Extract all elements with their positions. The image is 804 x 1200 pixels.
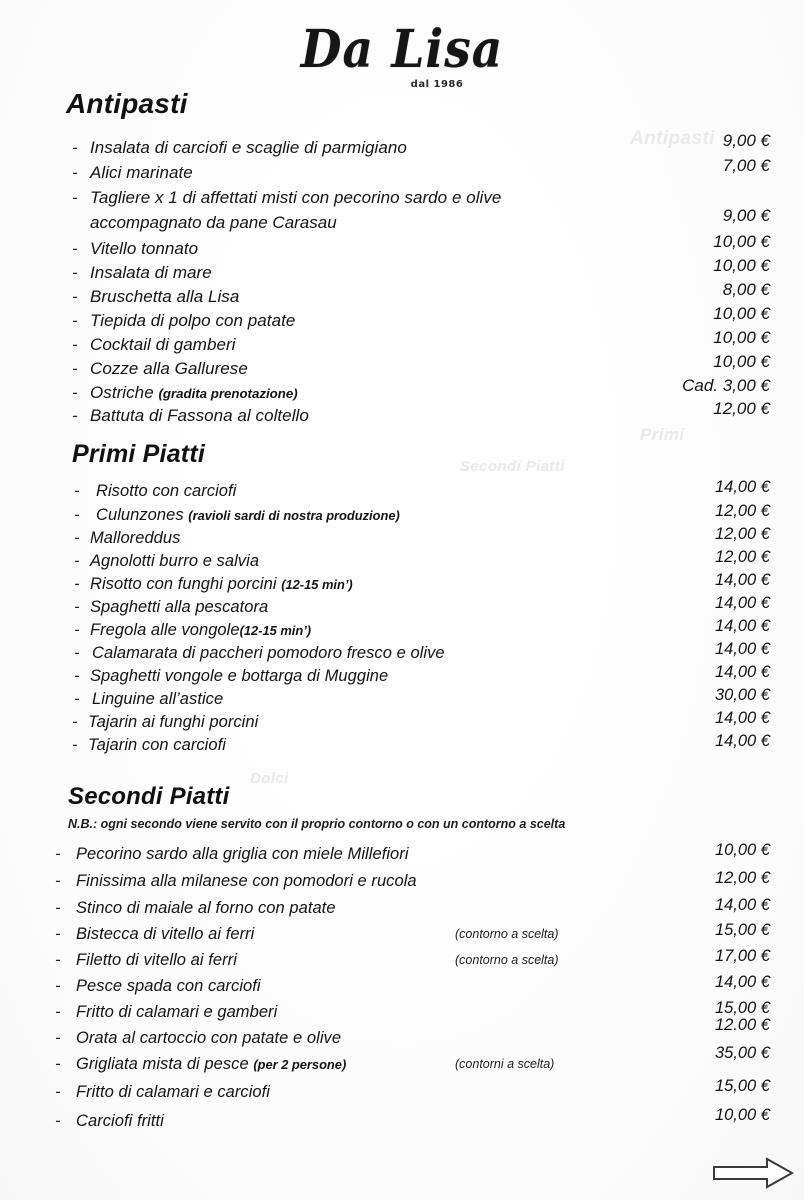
- item-price: 15,00 €: [714, 1077, 770, 1095]
- item-bullet: -: [55, 899, 61, 917]
- item-bullet: -: [72, 311, 78, 330]
- item-price: 12,00 €: [714, 548, 770, 566]
- item-name-main: Culunzones: [96, 506, 189, 524]
- item-bullet: -: [72, 163, 78, 182]
- item-name: Tajarin con carciofi: [88, 736, 226, 754]
- item-contorno-note: (contorno a scelta): [455, 927, 559, 941]
- item-name: [96, 506, 400, 525]
- item-name: Insalata di carciofi e scaglie di parmigiano: [90, 138, 407, 157]
- item-bullet: -: [72, 383, 78, 402]
- item-bullet: -: [55, 1112, 61, 1130]
- item-name: Pecorino sardo alla griglia con miele Millefiori: [76, 845, 409, 863]
- item-name: Cozze alla Gallurese: [90, 359, 248, 378]
- item-price: 10,00 €: [714, 1106, 770, 1124]
- item-price: 12,00 €: [714, 869, 770, 887]
- item-price: 10,00 €: [713, 328, 770, 347]
- item-price: 15,00 €: [714, 921, 770, 939]
- item-price: 10,00 €: [713, 304, 770, 323]
- item-price: Cad. 3,00 €: [682, 376, 770, 395]
- item-price: 12,00 €: [713, 399, 770, 418]
- item-bullet: -: [74, 575, 80, 593]
- item-name: [90, 383, 298, 403]
- item-bullet: -: [74, 690, 80, 708]
- item-name: Spaghetti vongole e bottarga di Muggine: [90, 667, 389, 685]
- item-bullet: -: [72, 239, 78, 258]
- item-name: Orata al cartoccio con patate e olive: [76, 1029, 342, 1047]
- item-price: 14,00 €: [714, 973, 770, 991]
- item-name-main: Risotto con funghi porcini: [90, 575, 282, 593]
- item-price: 14,00 €: [714, 571, 770, 589]
- item-bullet: -: [74, 621, 80, 639]
- item-name-main: Grigliata mista di pesce: [76, 1055, 254, 1073]
- section-title-primi-piatti: Primi Piatti: [72, 440, 205, 468]
- item-name: Tiepida di polpo con patate: [90, 311, 296, 330]
- item-price: 14,00 €: [714, 896, 770, 914]
- item-contorno-note: (contorni a scelta): [455, 1057, 555, 1071]
- item-name: Bistecca di vitello ai ferri: [76, 925, 255, 943]
- item-name: Stinco di maiale al forno con patate: [76, 899, 336, 917]
- section-title-antipasti: Antipasti: [66, 88, 188, 119]
- logo-wordmark: Da Lisa: [300, 18, 504, 81]
- item-price: 14,00 €: [714, 709, 770, 727]
- item-contorno-note: (contorno a scelta): [455, 953, 559, 967]
- item-bullet: -: [72, 736, 78, 754]
- logo-established-year: dal 1986: [410, 79, 464, 90]
- item-price: 10,00 €: [713, 232, 770, 251]
- item-price: 30,00 €: [714, 686, 770, 704]
- item-name-main: Ostriche: [90, 383, 159, 402]
- item-bullet: -: [74, 644, 80, 662]
- item-bullet: -: [55, 1083, 61, 1101]
- item-name-main: Fregola alle vongole: [90, 621, 240, 639]
- item-name: Fritto di calamari e gamberi: [76, 1003, 278, 1021]
- item-bullet: -: [72, 138, 78, 157]
- item-bullet: -: [55, 925, 61, 943]
- item-bullet: -: [55, 1029, 61, 1047]
- item-name: [90, 621, 311, 640]
- item-price: 15,00 €: [714, 999, 770, 1017]
- item-price: 10,00 €: [713, 256, 770, 275]
- item-name: Tagliere x 1 di affettati misti con pecorino sardo e olive: [90, 188, 502, 207]
- item-price: 35,00 €: [714, 1044, 770, 1062]
- item-name-line2: accompagnato da pane Carasau: [90, 213, 337, 232]
- item-bullet: -: [55, 872, 61, 890]
- item-price: 12,00 €: [714, 502, 770, 520]
- item-price: 14,00 €: [714, 663, 770, 681]
- bleed-through-text-1: Antipasti: [630, 128, 715, 149]
- item-price: 7,00 €: [722, 156, 770, 175]
- item-bullet: -: [72, 287, 78, 306]
- item-name: Alici marinate: [90, 163, 193, 182]
- item-name: Malloreddus: [90, 529, 181, 547]
- item-bullet: -: [74, 529, 80, 547]
- item-bullet: -: [72, 406, 78, 425]
- item-price: 14,00 €: [714, 732, 770, 750]
- item-name: Vitello tonnato: [90, 239, 199, 258]
- item-name: [76, 1055, 346, 1074]
- item-bullet: -: [55, 1003, 61, 1021]
- item-name: Insalata di mare: [90, 263, 212, 282]
- bleed-through-text-3: Secondi Piatti: [460, 458, 565, 475]
- item-bullet: -: [74, 667, 80, 685]
- item-name-note: (ravioli sardi di nostra produzione): [188, 508, 400, 523]
- item-price: 14,00 €: [714, 640, 770, 658]
- item-name: Finissima alla milanese con pomodori e rucola: [76, 872, 417, 890]
- item-bullet: -: [55, 951, 61, 969]
- item-price: 14,00 €: [714, 594, 770, 612]
- item-name: Tajarin ai funghi porcini: [88, 713, 259, 731]
- item-bullet: -: [72, 263, 78, 282]
- next-page-arrow[interactable]: [712, 1156, 794, 1190]
- item-name: Pesce spada con carciofi: [76, 977, 261, 995]
- item-bullet: -: [55, 977, 61, 995]
- item-bullet: -: [72, 713, 78, 731]
- item-bullet: -: [74, 598, 80, 616]
- item-name-note: (12-15 min’): [281, 577, 353, 592]
- bleed-through-text-4: Dolci: [250, 770, 289, 787]
- item-name: Bruschetta alla Lisa: [90, 287, 240, 306]
- item-price: 12.00 €: [714, 1016, 770, 1034]
- item-price: 9,00 €: [722, 131, 770, 150]
- item-bullet: -: [55, 1055, 61, 1073]
- item-name: Agnolotti burro e salvia: [90, 552, 260, 570]
- item-price: 8,00 €: [722, 280, 770, 299]
- item-bullet: -: [74, 482, 80, 500]
- section-note-secondi: N.B.: ogni secondo viene servito con il proprio contorno o con un contorno a scelta: [68, 817, 566, 831]
- item-name: Fritto di calamari e carciofi: [76, 1083, 271, 1101]
- item-bullet: -: [72, 335, 78, 354]
- item-bullet: -: [74, 506, 80, 524]
- item-price: 10,00 €: [713, 352, 770, 371]
- item-name: Risotto con carciofi: [96, 482, 237, 500]
- item-name: Spaghetti alla pescatora: [90, 598, 269, 616]
- item-name: Battuta di Fassona al coltello: [90, 406, 309, 425]
- item-price: 9,00 €: [722, 206, 770, 225]
- item-price: 14,00 €: [714, 617, 770, 635]
- item-price: 10,00 €: [714, 841, 770, 859]
- item-name-note: (per 2 persone): [253, 1057, 347, 1072]
- item-name-note: (12-15 min’): [239, 623, 312, 638]
- item-bullet: -: [72, 359, 78, 378]
- bleed-through-text-2: Primi: [640, 425, 685, 444]
- section-title-secondi-piatti: Secondi Piatti: [68, 783, 230, 810]
- item-name-note: (gradita prenotazione): [158, 386, 298, 401]
- item-name: Filetto di vitello ai ferri: [76, 951, 237, 969]
- item-name: [90, 575, 353, 594]
- item-name: Carciofi fritti: [76, 1112, 164, 1130]
- item-bullet: -: [74, 552, 80, 570]
- item-price: 12,00 €: [714, 525, 770, 543]
- item-name: Calamarata di paccheri pomodoro fresco e olive: [92, 644, 445, 662]
- item-price: 17,00 €: [714, 947, 770, 965]
- item-name: Cocktail di gamberi: [90, 335, 236, 354]
- item-bullet: -: [55, 845, 61, 863]
- item-price: 14,00 €: [714, 478, 770, 496]
- restaurant-logo: [0, 18, 804, 90]
- item-bullet: -: [72, 188, 78, 207]
- item-name: Linguine all’astice: [92, 690, 224, 708]
